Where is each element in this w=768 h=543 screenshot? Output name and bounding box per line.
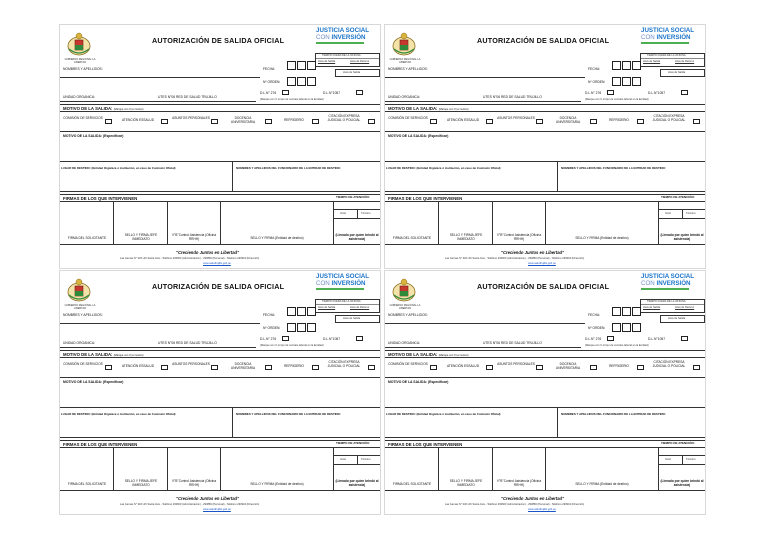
brand-line-1: JUSTICIA SOCIAL <box>316 273 370 280</box>
option-citacion-checkbox[interactable] <box>693 365 700 370</box>
option-personales-checkbox[interactable] <box>536 119 543 124</box>
option-personales: ASUNTOS PERSONALES <box>172 362 210 366</box>
firma-entidad: SELLO Y FIRMA (Entidad de destino) <box>250 236 304 240</box>
firma-control: V°B°Control Asistencia (Oficina RRHH) <box>171 479 217 487</box>
funcionario-label: NOMBRES Y APELLIDOS DEL FUNCIONARIO DE LA ENTIDAD DE DESTINO: <box>561 412 666 416</box>
termino-label: Término <box>686 458 696 461</box>
motivo-band: MOTIVO DE LA SALIDA: (Marque con X) el motivo) <box>385 350 705 358</box>
fecha-label: FECHA: <box>263 313 276 317</box>
firmas-band: FIRMAS DE LOS QUE INTERVIENEN <box>60 440 380 448</box>
option-citacion: CITACIÓN EXPRESA JUDICIAL O POLICIAL <box>652 360 686 368</box>
logo-caption: GOBIERNO REGIONAL LA LIBERTAD <box>64 304 96 310</box>
option-essalud-checkbox[interactable] <box>161 365 168 370</box>
option-essalud: ATENCIÓN ESSALUD <box>122 118 154 122</box>
regional-government-crest-icon <box>391 31 417 57</box>
nombres-label: NOMBRES Y APELLIDOS: <box>63 67 103 71</box>
departure-time-label: Hora de Salida <box>643 306 661 309</box>
contract-note: (Marque con X el tipo de contrato laboral en la Entidad) <box>585 98 649 101</box>
nombres-label: NOMBRES Y APELLIDOS: <box>388 313 428 317</box>
firmas-band: FIRMAS DE LOS QUE INTERVIENEN <box>385 440 705 448</box>
inicio-label: Inicio <box>665 212 672 215</box>
dl1057-label: D.L.N°1057 <box>648 91 666 95</box>
slogan: "Creciendo Juntos en Libertad" <box>501 496 565 501</box>
exit-authorization-form: GOBIERNO REGIONAL LA LIBERTAD AUTORIZACIÓN DE SALIDA OFICIAL JUSTICIA SOCIAL CON INVERSIÓN TIEMPO FUERA DE LA OFICINA Hora de Salida Hora de Retorno Hora de Salida NOMBRES Y APELLIDOS: FECHA: Nº ORDEN: UNIDAD ORGANICA: UTES N°06 RED DE SALUD TRUJILLO D.L.N° 276 D.L.N°1057 (Marque con X el tipo de contrato laboral en la Entidad) MOTIVO DE LA SALIDA: (Marque con X) el motivo) COMISIÓN DE SERVICIOS ATENCIÓN ESSALUD ASUNTOS PERSONALES DOCENCIA UNIVERSITARIA REFRIGERIO CITACIÓN EXPRESA JUDICIAL O POLICIAL MOTIVO DE LA SALIDA: (Especificar) LUGAR DE DESTINO: (Entidad Orgánica ó institución, en caso de Comisión Oficial) NOMBRES Y APELLIDOS DEL FUNCIONARIO DE LA ENTIDAD DE DESTINO: FIRMAS DE LOS QUE INTERVIENEN TIEMPO DE ATENCIÓN: Inicio Término FIRMA DEL SOLICITANTE SELLO Y FIRMA JEFE INMEDIATO V°B°Control Asistencia (Oficina RRHH) SELLO Y FIRMA (Entidad de destino) (Llenado por quien brindó al asistencia) "Creciendo Juntos en Libertad" Las Gemas N° 332 Urb Santa Inés - Teléfono 293600 (Administracion) - 293866 (Personal) - Teléfono 293943 (Dirección) www.saludtrujillo.gob.pe <box>384 24 706 269</box>
option-essalud: ATENCIÓN ESSALUD <box>122 364 154 368</box>
return-time-label: Hora de Retorno <box>350 60 370 63</box>
option-citacion-checkbox[interactable] <box>368 119 375 124</box>
option-citacion: CITACIÓN EXPRESA JUDICIAL O POLICIAL <box>652 114 686 122</box>
option-comision: COMISIÓN DE SERVICIOS <box>388 362 428 366</box>
dl276-label: D.L.N° 276 <box>260 91 277 95</box>
fecha-day-box[interactable] <box>612 307 621 316</box>
option-comision-checkbox[interactable] <box>430 119 437 124</box>
motivo-band: MOTIVO DE LA SALIDA: (Marque con X) el motivo) <box>60 104 380 112</box>
firma-atencion: (Llenado por quien brindó al asistencia) <box>335 479 379 487</box>
option-docencia: DOCENCIA UNIVERSITARIA <box>555 116 581 124</box>
orden-label: Nº ORDEN: <box>263 326 281 330</box>
dl1057-label: D.L.N°1057 <box>323 91 341 95</box>
firma-control: V°B°Control Asistencia (Oficina RRHH) <box>496 233 542 241</box>
brand-line-2: CON INVERSIÓN <box>316 280 366 287</box>
dl276-label: D.L.N° 276 <box>585 337 602 341</box>
orden-box-1[interactable] <box>287 77 296 86</box>
fecha-month-box[interactable] <box>622 307 631 316</box>
contract-note: (Marque con X el tipo de contrato laboral en la Entidad) <box>585 344 649 347</box>
dl276-checkbox[interactable] <box>607 90 614 95</box>
firma-jefe: SELLO Y FIRMA JEFE INMEDIATO <box>124 479 158 487</box>
option-docencia: DOCENCIA UNIVERSITARIA <box>555 362 581 370</box>
brand-underline <box>316 42 364 44</box>
inicio-label: Inicio <box>665 458 672 461</box>
brand-line-2: CON INVERSIÓN <box>641 34 691 41</box>
option-citacion-checkbox[interactable] <box>693 119 700 124</box>
firma-entidad: SELLO Y FIRMA (Entidad de destino) <box>575 482 629 486</box>
time-out-header: TIEMPO FUERA DE LA OFICINA <box>322 54 361 57</box>
motivo-spec-label: MOTIVO DE LA SALIDA: (Especificar) <box>388 134 449 138</box>
fecha-month-box[interactable] <box>297 307 306 316</box>
option-docencia: DOCENCIA UNIVERSITARIA <box>230 362 256 370</box>
option-comision: COMISIÓN DE SERVICIOS <box>63 362 103 366</box>
option-docencia-checkbox[interactable] <box>590 119 597 124</box>
firma-control: V°B°Control Asistencia (Oficina RRHH) <box>496 479 542 487</box>
time-out-header: TIEMPO FUERA DE LA OFICINA <box>647 300 686 303</box>
orden-box-3[interactable] <box>632 77 641 86</box>
termino-label: Término <box>361 212 371 215</box>
tiempo-atencion-label: TIEMPO DE ATENCIÓN: <box>336 441 370 445</box>
option-essalud-checkbox[interactable] <box>161 119 168 124</box>
firma-atencion: (Llenado por quien brindó al asistencia) <box>335 233 379 241</box>
fecha-month-box[interactable] <box>622 61 631 70</box>
time-out-header: TIEMPO FUERA DE LA OFICINA <box>647 54 686 57</box>
unidad-label: UNIDAD ORGANICA: <box>63 341 96 345</box>
option-refrigerio: REFRIGERIO <box>609 118 629 122</box>
termino-label: Término <box>361 458 371 461</box>
address: Las Gemas N° 332 Urb Santa Inés - Teléfono 293600 (Administracion) - 293866 (Personal) - Teléfono 293943 (Dirección) <box>445 257 585 260</box>
firma-solicitante: FIRMA DEL SOLICITANTE <box>392 482 432 486</box>
option-docencia-checkbox[interactable] <box>265 119 272 124</box>
fecha-label: FECHA: <box>588 313 601 317</box>
orden-box-2[interactable] <box>297 323 306 332</box>
exit-authorization-form: GOBIERNO REGIONAL LA LIBERTAD AUTORIZACIÓN DE SALIDA OFICIAL JUSTICIA SOCIAL CON INVERSIÓN TIEMPO FUERA DE LA OFICINA Hora de Salida Hora de Retorno Hora de Salida NOMBRES Y APELLIDOS: FECHA: Nº ORDEN: UNIDAD ORGANICA: UTES N°06 RED DE SALUD TRUJILLO D.L.N° 276 D.L.N°1057 (Marque con X el tipo de contrato laboral en la Entidad) MOTIVO DE LA SALIDA: (Marque con X) el motivo) COMISIÓN DE SERVICIOS ATENCIÓN ESSALUD ASUNTOS PERSONALES DOCENCIA UNIVERSITARIA REFRIGERIO CITACIÓN EXPRESA JUDICIAL O POLICIAL MOTIVO DE LA SALIDA: (Especificar) LUGAR DE DESTINO: (Entidad Orgánica ó institución, en caso de Comisión Oficial) NOMBRES Y APELLIDOS DEL FUNCIONARIO DE LA ENTIDAD DE DESTINO: FIRMAS DE LOS QUE INTERVIENEN TIEMPO DE ATENCIÓN: Inicio Término FIRMA DEL SOLICITANTE SELLO Y FIRMA JEFE INMEDIATO V°B°Control Asistencia (Oficina RRHH) SELLO Y FIRMA (Entidad de destino) (Llenado por quien brindó al asistencia) "Creciendo Juntos en Libertad" Las Gemas N° 332 Urb Santa Inés - Teléfono 293600 (Administracion) - 293866 (Personal) - Teléfono 293943 (Dirección) www.saludtrujillo.gob.pe <box>384 270 706 515</box>
regional-government-crest-icon <box>66 277 92 303</box>
form-title: AUTORIZACIÓN DE SALIDA OFICIAL <box>152 282 285 291</box>
option-personales: ASUNTOS PERSONALES <box>497 362 535 366</box>
dl276-label: D.L.N° 276 <box>260 337 277 341</box>
dl1057-checkbox[interactable] <box>681 90 688 95</box>
motivo-spec-label: MOTIVO DE LA SALIDA: (Especificar) <box>388 380 449 384</box>
regional-government-crest-icon <box>391 277 417 303</box>
regional-government-crest-icon <box>66 31 92 57</box>
website-link[interactable]: www.saludtrujillo.gob.pe <box>528 262 556 265</box>
orden-box-3[interactable] <box>632 323 641 332</box>
brand-line-1: JUSTICIA SOCIAL <box>641 27 695 34</box>
firma-atencion: (Llenado por quien brindó al asistencia) <box>660 479 704 487</box>
tiempo-atencion-label: TIEMPO DE ATENCIÓN: <box>661 195 695 199</box>
option-comision-checkbox[interactable] <box>105 119 112 124</box>
brand-underline <box>641 288 689 290</box>
option-citacion-checkbox[interactable] <box>368 365 375 370</box>
dl1057-label: D.L.N°1057 <box>648 337 666 341</box>
orden-box-2[interactable] <box>622 77 631 86</box>
option-citacion: CITACIÓN EXPRESA JUDICIAL O POLICIAL <box>327 114 361 122</box>
fecha-month-box[interactable] <box>297 61 306 70</box>
orden-box-1[interactable] <box>612 77 621 86</box>
lugar-destino-label: LUGAR DE DESTINO: (Entidad Orgánica ó institución, en caso de Comisión Oficial) <box>386 412 501 416</box>
orden-box-2[interactable] <box>622 323 631 332</box>
dl276-checkbox[interactable] <box>282 336 289 341</box>
motivo-spec-label: MOTIVO DE LA SALIDA: (Especificar) <box>63 380 124 384</box>
nombres-label: NOMBRES Y APELLIDOS: <box>63 313 103 317</box>
option-comision-checkbox[interactable] <box>105 365 112 370</box>
fecha-label: FECHA: <box>588 67 601 71</box>
option-essalud: ATENCIÓN ESSALUD <box>447 364 479 368</box>
tiempo-atencion-label: TIEMPO DE ATENCIÓN: <box>661 441 695 445</box>
departure-time-label: Hora de Salida <box>643 60 661 63</box>
contract-note: (Marque con X el tipo de contrato laboral en la Entidad) <box>260 344 324 347</box>
unidad-value: UTES N°06 RED DE SALUD TRUJILLO <box>483 341 542 345</box>
fecha-day-box[interactable] <box>287 307 296 316</box>
fecha-year-box[interactable] <box>307 61 316 70</box>
firma-jefe: SELLO Y FIRMA JEFE INMEDIATO <box>449 479 483 487</box>
option-personales: ASUNTOS PERSONALES <box>497 116 535 120</box>
orden-box-1[interactable] <box>612 323 621 332</box>
option-refrigerio-checkbox[interactable] <box>637 119 644 124</box>
orden-box-3[interactable] <box>307 323 316 332</box>
firma-entidad: SELLO Y FIRMA (Entidad de destino) <box>250 482 304 486</box>
option-essalud-checkbox[interactable] <box>486 119 493 124</box>
inicio-label: Inicio <box>340 212 347 215</box>
fecha-label: FECHA: <box>263 67 276 71</box>
brand-line-2: CON INVERSIÓN <box>641 280 691 287</box>
dl1057-checkbox[interactable] <box>681 336 688 341</box>
firma-jefe: SELLO Y FIRMA JEFE INMEDIATO <box>124 233 158 241</box>
form-title: AUTORIZACIÓN DE SALIDA OFICIAL <box>152 36 285 45</box>
fecha-day-box[interactable] <box>287 61 296 70</box>
option-docencia: DOCENCIA UNIVERSITARIA <box>230 116 256 124</box>
orden-box-1[interactable] <box>287 323 296 332</box>
firmas-band: FIRMAS DE LOS QUE INTERVIENEN <box>60 194 380 202</box>
slogan: "Creciendo Juntos en Libertad" <box>176 250 240 255</box>
return-time-label: Hora de Retorno <box>675 60 695 63</box>
contract-note: (Marque con X el tipo de contrato laboral en la Entidad) <box>260 98 324 101</box>
brand-line-1: JUSTICIA SOCIAL <box>316 27 370 34</box>
exit-authorization-form: GOBIERNO REGIONAL LA LIBERTAD AUTORIZACIÓN DE SALIDA OFICIAL JUSTICIA SOCIAL CON INVERSIÓN TIEMPO FUERA DE LA OFICINA Hora de Salida Hora de Retorno Hora de Salida NOMBRES Y APELLIDOS: FECHA: Nº ORDEN: UNIDAD ORGANICA: UTES N°06 RED DE SALUD TRUJILLO D.L.N° 276 D.L.N°1057 (Marque con X el tipo de contrato laboral en la Entidad) MOTIVO DE LA SALIDA: (Marque con X) el motivo) COMISIÓN DE SERVICIOS ATENCIÓN ESSALUD ASUNTOS PERSONALES DOCENCIA UNIVERSITARIA REFRIGERIO CITACIÓN EXPRESA JUDICIAL O POLICIAL MOTIVO DE LA SALIDA: (Especificar) LUGAR DE DESTINO: (Entidad Orgánica ó institución, en caso de Comisión Oficial) NOMBRES Y APELLIDOS DEL FUNCIONARIO DE LA ENTIDAD DE DESTINO: FIRMAS DE LOS QUE INTERVIENEN TIEMPO DE ATENCIÓN: Inicio Término FIRMA DEL SOLICITANTE SELLO Y FIRMA JEFE INMEDIATO V°B°Control Asistencia (Oficina RRHH) SELLO Y FIRMA (Entidad de destino) (Llenado por quien brindó al asistencia) "Creciendo Juntos en Libertad" Las Gemas N° 332 Urb Santa Inés - Teléfono 293600 (Administracion) - 293866 (Personal) - Teléfono 293943 (Dirección) www.saludtrujillo.gob.pe <box>59 24 381 269</box>
option-essalud: ATENCIÓN ESSALUD <box>447 118 479 122</box>
inicio-label: Inicio <box>340 458 347 461</box>
orden-box-3[interactable] <box>307 77 316 86</box>
slogan: "Creciendo Juntos en Libertad" <box>176 496 240 501</box>
lugar-destino-label: LUGAR DE DESTINO: (Entidad Orgánica ó institución, en caso de Comisión Oficial) <box>61 166 176 170</box>
exit-authorization-form: GOBIERNO REGIONAL LA LIBERTAD AUTORIZACIÓN DE SALIDA OFICIAL JUSTICIA SOCIAL CON INVERSIÓN TIEMPO FUERA DE LA OFICINA Hora de Salida Hora de Retorno Hora de Salida NOMBRES Y APELLIDOS: FECHA: Nº ORDEN: UNIDAD ORGANICA: UTES N°06 RED DE SALUD TRUJILLO D.L.N° 276 D.L.N°1057 (Marque con X el tipo de contrato laboral en la Entidad) MOTIVO DE LA SALIDA: (Marque con X) el motivo) COMISIÓN DE SERVICIOS ATENCIÓN ESSALUD ASUNTOS PERSONALES DOCENCIA UNIVERSITARIA REFRIGERIO CITACIÓN EXPRESA JUDICIAL O POLICIAL MOTIVO DE LA SALIDA: (Especificar) LUGAR DE DESTINO: (Entidad Orgánica ó institución, en caso de Comisión Oficial) NOMBRES Y APELLIDOS DEL FUNCIONARIO DE LA ENTIDAD DE DESTINO: FIRMAS DE LOS QUE INTERVIENEN TIEMPO DE ATENCIÓN: Inicio Término FIRMA DEL SOLICITANTE SELLO Y FIRMA JEFE INMEDIATO V°B°Control Asistencia (Oficina RRHH) SELLO Y FIRMA (Entidad de destino) (Llenado por quien brindó al asistencia) "Creciendo Juntos en Libertad" Las Gemas N° 332 Urb Santa Inés - Teléfono 293600 (Administracion) - 293866 (Personal) - Teléfono 293943 (Dirección) www.saludtrujillo.gob.pe <box>59 270 381 515</box>
firma-solicitante: FIRMA DEL SOLICITANTE <box>392 236 432 240</box>
firmas-band: FIRMAS DE LOS QUE INTERVIENEN <box>385 194 705 202</box>
orden-label: Nº ORDEN: <box>588 326 606 330</box>
firma-solicitante: FIRMA DEL SOLICITANTE <box>67 236 107 240</box>
option-personales-checkbox[interactable] <box>211 365 218 370</box>
funcionario-label: NOMBRES Y APELLIDOS DEL FUNCIONARIO DE LA ENTIDAD DE DESTINO: <box>561 166 666 170</box>
option-refrigerio: REFRIGERIO <box>284 118 304 122</box>
fecha-year-box[interactable] <box>632 307 641 316</box>
form-title: AUTORIZACIÓN DE SALIDA OFICIAL <box>477 36 610 45</box>
funcionario-label: NOMBRES Y APELLIDOS DEL FUNCIONARIO DE LA ENTIDAD DE DESTINO: <box>236 412 341 416</box>
firma-entidad: SELLO Y FIRMA (Entidad de destino) <box>575 236 629 240</box>
form-title: AUTORIZACIÓN DE SALIDA OFICIAL <box>477 282 610 291</box>
unidad-value: UTES N°06 RED DE SALUD TRUJILLO <box>158 95 217 99</box>
funcionario-label: NOMBRES Y APELLIDOS DEL FUNCIONARIO DE LA ENTIDAD DE DESTINO: <box>236 166 341 170</box>
firma-control: V°B°Control Asistencia (Oficina RRHH) <box>171 233 217 241</box>
option-refrigerio: REFRIGERIO <box>609 364 629 368</box>
dl276-label: D.L.N° 276 <box>585 91 602 95</box>
motivo-band: MOTIVO DE LA SALIDA: (Marque con X) el motivo) <box>385 104 705 112</box>
option-personales: ASUNTOS PERSONALES <box>172 116 210 120</box>
option-refrigerio-checkbox[interactable] <box>312 365 319 370</box>
lugar-destino-label: LUGAR DE DESTINO: (Entidad Orgánica ó institución, en caso de Comisión Oficial) <box>61 412 176 416</box>
website-link[interactable]: www.saludtrujillo.gob.pe <box>203 262 231 265</box>
dl276-checkbox[interactable] <box>607 336 614 341</box>
orden-label: Nº ORDEN: <box>263 80 281 84</box>
fecha-year-box[interactable] <box>632 61 641 70</box>
return-time-label: Hora de Retorno <box>675 306 695 309</box>
address: Las Gemas N° 332 Urb Santa Inés - Teléfono 293600 (Administracion) - 293866 (Personal) - Teléfono 293943 (Dirección) <box>120 503 260 506</box>
return-time-label: Hora de Retorno <box>350 306 370 309</box>
dl276-checkbox[interactable] <box>282 90 289 95</box>
option-personales-checkbox[interactable] <box>211 119 218 124</box>
time-out-header: TIEMPO FUERA DE LA OFICINA <box>322 300 361 303</box>
address: Las Gemas N° 332 Urb Santa Inés - Teléfono 293600 (Administracion) - 293866 (Personal) - Teléfono 293943 (Dirección) <box>445 503 585 506</box>
option-comision-checkbox[interactable] <box>430 365 437 370</box>
option-refrigerio-checkbox[interactable] <box>637 365 644 370</box>
firma-jefe: SELLO Y FIRMA JEFE INMEDIATO <box>449 233 483 241</box>
brand-line-2: CON INVERSIÓN <box>316 34 366 41</box>
firma-solicitante: FIRMA DEL SOLICITANTE <box>67 482 107 486</box>
option-comision: COMISIÓN DE SERVICIOS <box>388 116 428 120</box>
logo-caption: GOBIERNO REGIONAL LA LIBERTAD <box>389 304 421 310</box>
termino-label: Término <box>686 212 696 215</box>
orden-label: Nº ORDEN: <box>588 80 606 84</box>
option-docencia-checkbox[interactable] <box>265 365 272 370</box>
departure-time-label: Hora de Salida <box>318 306 336 309</box>
unidad-value: UTES N°06 RED DE SALUD TRUJILLO <box>483 95 542 99</box>
option-comision: COMISIÓN DE SERVICIOS <box>63 116 103 120</box>
brand-underline <box>641 42 689 44</box>
motivo-band: MOTIVO DE LA SALIDA: (Marque con X) el motivo) <box>60 350 380 358</box>
website-link[interactable]: www.saludtrujillo.gob.pe <box>203 508 231 511</box>
departure-time-label: Hora de Salida <box>318 60 336 63</box>
unidad-label: UNIDAD ORGANICA: <box>388 341 421 345</box>
firma-atencion: (Llenado por quien brindó al asistencia) <box>660 233 704 241</box>
website-link[interactable]: www.saludtrujillo.gob.pe <box>528 508 556 511</box>
option-personales-checkbox[interactable] <box>536 365 543 370</box>
logo-caption: GOBIERNO REGIONAL LA LIBERTAD <box>64 58 96 64</box>
option-citacion: CITACIÓN EXPRESA JUDICIAL O POLICIAL <box>327 360 361 368</box>
unidad-label: UNIDAD ORGANICA: <box>63 95 96 99</box>
address: Las Gemas N° 332 Urb Santa Inés - Teléfono 293600 (Administracion) - 293866 (Personal) - Teléfono 293943 (Dirección) <box>120 257 260 260</box>
dl1057-label: D.L.N°1057 <box>323 337 341 341</box>
option-refrigerio: REFRIGERIO <box>284 364 304 368</box>
brand-underline <box>316 288 364 290</box>
unidad-label: UNIDAD ORGANICA: <box>388 95 421 99</box>
motivo-spec-label: MOTIVO DE LA SALIDA: (Especificar) <box>63 134 124 138</box>
fecha-day-box[interactable] <box>612 61 621 70</box>
tiempo-atencion-label: TIEMPO DE ATENCIÓN: <box>336 195 370 199</box>
option-refrigerio-checkbox[interactable] <box>312 119 319 124</box>
logo-caption: GOBIERNO REGIONAL LA LIBERTAD <box>389 58 421 64</box>
dl1057-checkbox[interactable] <box>356 336 363 341</box>
unidad-value: UTES N°06 RED DE SALUD TRUJILLO <box>158 341 217 345</box>
lugar-destino-label: LUGAR DE DESTINO: (Entidad Orgánica ó institución, en caso de Comisión Oficial) <box>386 166 501 170</box>
option-essalud-checkbox[interactable] <box>486 365 493 370</box>
slogan: "Creciendo Juntos en Libertad" <box>501 250 565 255</box>
nombres-label: NOMBRES Y APELLIDOS: <box>388 67 428 71</box>
option-docencia-checkbox[interactable] <box>590 365 597 370</box>
brand-line-1: JUSTICIA SOCIAL <box>641 273 695 280</box>
fecha-year-box[interactable] <box>307 307 316 316</box>
dl1057-checkbox[interactable] <box>356 90 363 95</box>
orden-box-2[interactable] <box>297 77 306 86</box>
